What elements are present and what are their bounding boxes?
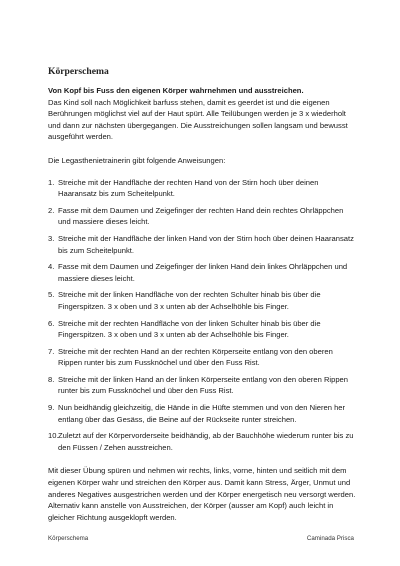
step-number: 9. (48, 403, 55, 413)
step-item (48, 318, 358, 341)
step-number: 1. (48, 177, 55, 187)
step-text: Streiche mit der linken Hand an der linken Körperseite entlang von den oberen Rippen runter bis zum Fussknöchel und über den Fuss Rist. (58, 374, 349, 396)
intro-paragraph: Das Kind soll nach Möglichkeit barfuss stehen, damit es geerdet ist und die eigenen Berührungen möglichst viel auf der Haut spürt. Alle Teilübungen werden je 3 x wiederholt und dann zur nächsten übergegangen. Die Ausstreichungen sollen langsam und bewusst ausgeführt werden. (48, 97, 348, 142)
step-number: 3. (48, 233, 55, 243)
step-text: Streiche mit der Handfläche der rechten Hand von der Stirn hoch über deinen Haaransatz bis zum Scheitelpunkt. (58, 177, 319, 199)
step-text: Fasse mit dem Daumen und Zeigefinger der linken Hand dein linkes Ohrläppchen und massiere dieses leicht. (58, 262, 348, 283)
step-number: 4. (48, 262, 55, 272)
step-text: Streiche mit der Handfläche der linken Hand von der Stirn hoch über deinen Haaransatz bis zum Scheitelpunkt. (58, 233, 354, 255)
step-item (48, 374, 358, 397)
step-item (48, 402, 358, 425)
step-text: Nun beidhändig gleichzeitig, die Hände in die Hüfte stemmen und von den Nieren her entlang über das Gesäss, die Beine auf der Rückseite runter streichen. (58, 403, 346, 424)
instructions-lead: Die Legasthenietrainerin gibt folgende Anweisungen: (48, 155, 226, 165)
closing-paragraph: Mit dieser Übung spüren und nehmen wir rechts, links, vorne, hinten und seitlich mit dem eigenen Körper wahr und streichen den Körper aus. Damit kann Stress, Ärger, Unmut und anderes Negatives ausgestrichen werden und der Körper energetisch neu versorgt werden. Alternativ kann anstelle von Ausstreichen, der Körper (ausser am Kopf) auch leicht in gleicher Richtung ausgeklopft werden. (48, 466, 356, 522)
document-subtitle: Von Kopf bis Fuss den eigenen Körper wahrnehmen und ausstreichen. (48, 86, 304, 95)
step-text: Streiche mit der rechten Hand an der rechten Körperseite entlang von den oberen Rippen runter bis zum Fussknöchel und über den Fuss Rist. (58, 346, 333, 368)
step-number: 2. (48, 205, 55, 215)
page-footer (48, 535, 354, 542)
step-item (48, 430, 358, 453)
step-number: 6. (48, 318, 55, 328)
step-item (48, 205, 358, 228)
step-number: 10. (48, 431, 59, 441)
step-text: Streiche mit der rechten Handfläche von der linken Schulter hinab bis über die Fingerspitzen. 3 x oben und 3 x unten ab der Achselhöhle bis Finger. (58, 318, 321, 340)
step-item (48, 261, 358, 284)
step-text: Zuletzt auf der Körpervorderseite beidhändig, ab der Bauchhöhe wiederum runter bis zu den Füssen / Zehen ausstreichen. (58, 431, 354, 452)
page-title: Körperschema (48, 66, 109, 77)
steps-list (48, 177, 358, 454)
step-number: 7. (48, 346, 55, 356)
footer-left-text: Körperschema (48, 535, 89, 542)
step-item (48, 233, 358, 256)
footer-right-text: Caminada Prisca (306, 535, 354, 542)
step-text: Streiche mit der linken Handfläche von der rechten Schulter hinab bis über die Fingerspitzen. 3 x oben und 3 x unten ab der Achselhöhle bis Finger. (58, 290, 321, 311)
step-item (48, 289, 358, 312)
document-body (48, 85, 358, 531)
step-item (48, 346, 358, 369)
step-text: Fasse mit dem Daumen und Zeigefinger der rechten Hand dein rechtes Ohrläppchen und massiere dieses leicht. (58, 205, 344, 227)
step-number: 8. (48, 374, 55, 384)
step-item (48, 177, 358, 200)
step-number: 5. (48, 290, 55, 300)
